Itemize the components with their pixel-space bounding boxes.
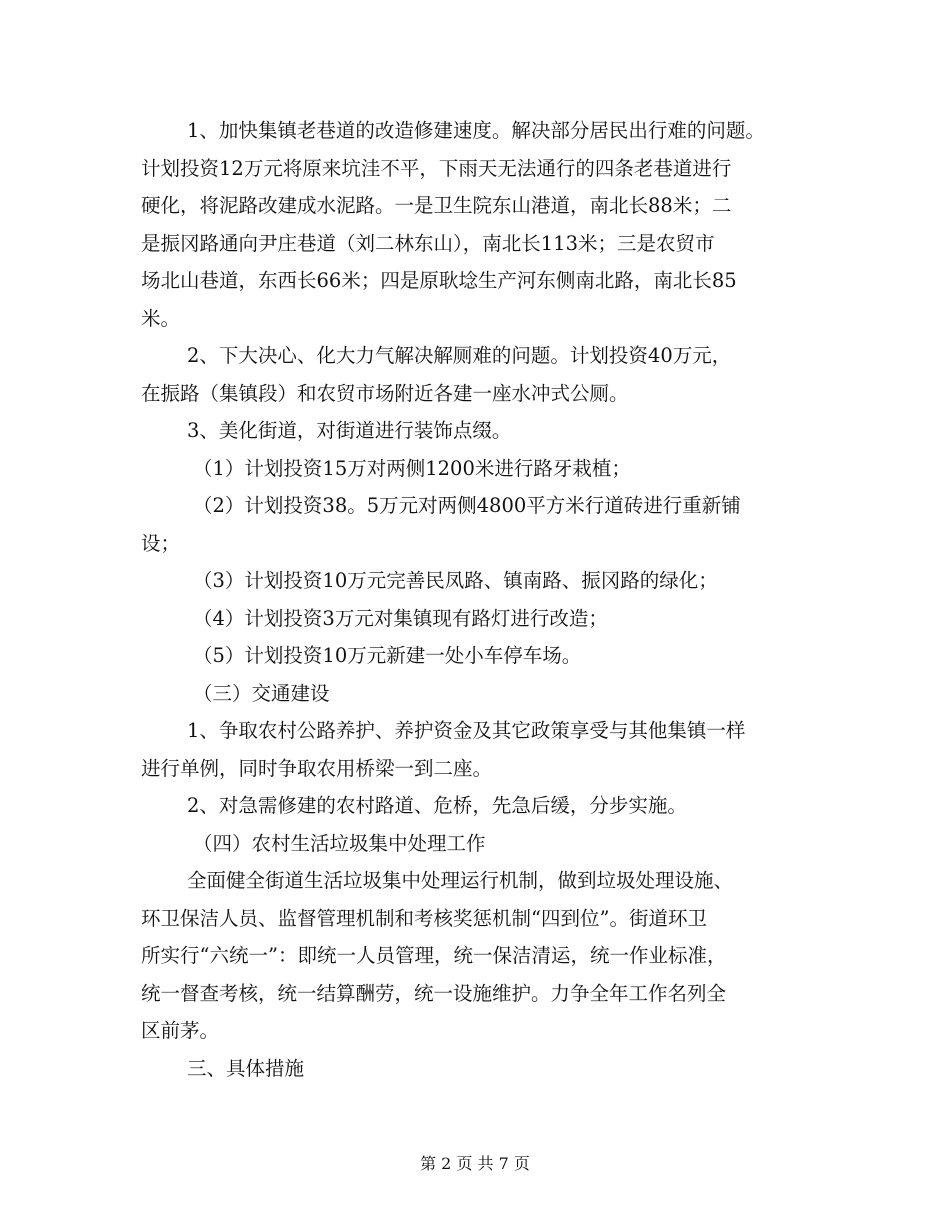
paragraph-line: 计划投资12万元将原来坑洼不平，下雨天无法通行的四条老巷道进行 <box>141 156 732 180</box>
paragraph-first-line: 三、具体措施 <box>187 1056 305 1080</box>
paragraph-first-line: 2、下大决心、化大力气解决解厕难的问题。计划投资40万元， <box>187 344 732 367</box>
paragraph-first-line: （5）计划投资10万元新建一处小车停车场。 <box>193 644 582 667</box>
paragraph-line: 环卫保洁人员、监督管理机制和考核奖惩机制“四到位”。街道环卫 <box>141 906 707 930</box>
paragraph-first-line: 3、美化街道，对街道进行装饰点缀。 <box>187 419 512 442</box>
paragraph-line: 米。 <box>141 306 181 330</box>
paragraph-first-line: 1、争取农村公路养护、养护资金及其它政策享受与其他集镇一样 <box>187 719 746 742</box>
paragraph-first-line: （1）计划投资15万对两侧1200米进行路牙栽植； <box>193 456 631 480</box>
page-footer: 第 2 页 共 7 页 <box>420 1154 530 1173</box>
paragraph-first-line: （3）计划投资10万元完善民凤路、镇南路、振冈路的绿化； <box>193 569 718 592</box>
paragraph-line: 区前茅。 <box>141 1019 220 1042</box>
paragraph-line: 硬化，将泥路改建成水泥路。一是卫生院东山港道，南北长88米；二 <box>141 194 732 217</box>
paragraph-first-line: （四）农村生活垃圾集中处理工作 <box>193 831 486 855</box>
paragraph-line: 是振冈路通向尹庄巷道（刘二林东山），南北长113米；三是农贸市 <box>141 231 715 255</box>
paragraph-first-line: （三）交通建设 <box>193 681 330 705</box>
paragraph-line: 场北山巷道，东西长66米；四是原耿埝生产河东侧南北路，南北长85 <box>141 269 737 292</box>
paragraph-line: 设； <box>141 531 181 555</box>
paragraph-line: 所实行“六统一”：即统一人员管理，统一保洁清运，统一作业标准， <box>141 944 727 967</box>
paragraph-line: 统一督查考核，统一结算酬劳，统一设施维护。力争全年工作名列全 <box>141 981 727 1005</box>
paragraph-line: 进行单例，同时争取农用桥梁一到二座。 <box>141 756 493 780</box>
paragraph-first-line: （4）计划投资3万元对集镇现有路灯进行改造； <box>193 606 608 630</box>
document-body <box>141 112 809 1087</box>
paragraph-first-line: （2）计划投资38。5万元对两侧4800平方米行道砖进行重新铺 <box>193 494 741 517</box>
paragraph-first-line: 2、对急需修建的农村路道、危桥，先急后缓，分步实施。 <box>187 794 687 817</box>
paragraph-first-line: 1、加快集镇老巷道的改造修建速度。解决部分居民出行难的问题。 <box>187 119 765 142</box>
paragraph-line: 在振路（集镇段）和农贸市场附近各建一座水冲式公厕。 <box>141 381 629 405</box>
paragraph-first-line: 全面健全街道生活垃圾集中处理运行机制，做到垃圾处理设施、 <box>187 869 734 892</box>
